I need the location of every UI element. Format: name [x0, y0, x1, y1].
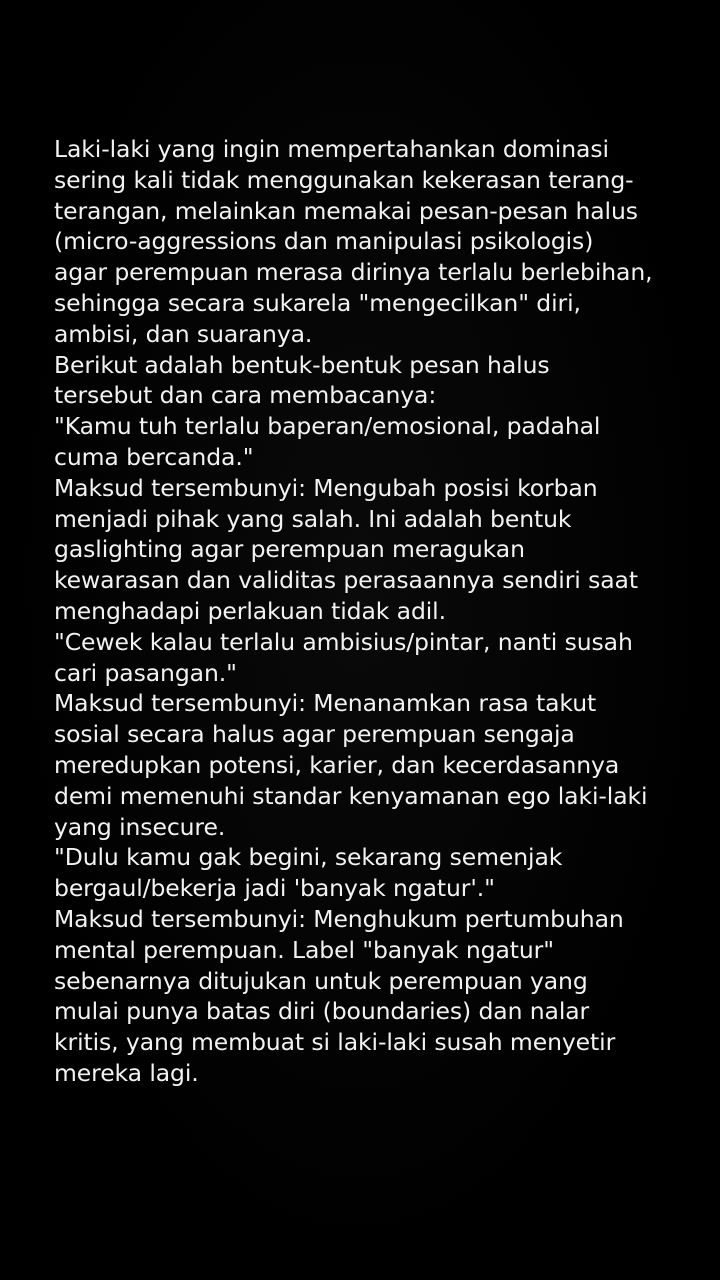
- text-line: Laki-laki yang ingin mempertahankan dominasi: [54, 135, 609, 163]
- text-line: (micro-aggressions dan manipulasi psikologis): [54, 227, 594, 256]
- text-line: mulai punya batas diri (boundaries) dan nalar: [54, 997, 590, 1026]
- text-line: Maksud tersembunyi: Mengubah posisi korban: [54, 473, 598, 502]
- text-line: mereka lagi.: [54, 1058, 199, 1087]
- text-line: menghadapi perlakuan tidak adil.: [54, 596, 446, 625]
- text-line: bergaul/bekerja jadi 'banyak ngatur'.": [54, 874, 495, 903]
- text-line: Maksud tersembunyi: Menanamkan rasa takut: [54, 689, 597, 718]
- text-line: sehingga secara sukarela "mengecilkan" diri,: [54, 288, 581, 317]
- text-line: sering kali tidak menggunakan kekerasan terang-: [54, 165, 634, 194]
- text-line: kritis, yang membuat si laki-laki susah menyetir: [54, 1028, 616, 1057]
- text-line: cari pasangan.": [54, 658, 237, 687]
- text-line: cuma bercanda.": [54, 442, 254, 471]
- text-line: meredupkan potensi, karier, dan kecerdasannya: [54, 750, 620, 779]
- story-text: [54, 134, 674, 1089]
- text-line: "Cewek kalau terlalu ambisius/pintar, nanti susah: [54, 627, 633, 656]
- text-line: sosial secara halus agar perempuan sengaja: [54, 720, 575, 749]
- text-line: gaslighting agar perempuan meragukan: [54, 535, 525, 564]
- text-line: yang insecure.: [54, 812, 226, 841]
- text-line: sebenarnya ditujukan untuk perempuan yang: [54, 966, 588, 995]
- text-line: Berikut adalah bentuk-bentuk pesan halus: [54, 350, 550, 379]
- text-line: menjadi pihak yang salah. Ini adalah bentuk: [54, 504, 572, 533]
- text-line: mental perempuan. Label "banyak ngatur": [54, 935, 554, 964]
- text-line: terangan, melainkan memakai pesan-pesan halus: [54, 196, 638, 225]
- text-line: agar perempuan merasa dirinya terlalu berlebihan,: [54, 258, 653, 287]
- text-line: tersebut dan cara membacanya:: [54, 381, 437, 410]
- text-line: Maksud tersembunyi: Menghukum pertumbuhan: [54, 904, 624, 933]
- text-line: ambisi, dan suaranya.: [54, 319, 313, 348]
- text-line: demi memenuhi standar kenyamanan ego laki-laki: [54, 781, 648, 810]
- text-line: kewarasan dan validitas perasaannya sendiri saat: [54, 566, 638, 595]
- text-line: "Dulu kamu gak begini, sekarang semenjak: [54, 843, 563, 872]
- text-line: "Kamu tuh terlalu baperan/emosional, padahal: [54, 412, 601, 441]
